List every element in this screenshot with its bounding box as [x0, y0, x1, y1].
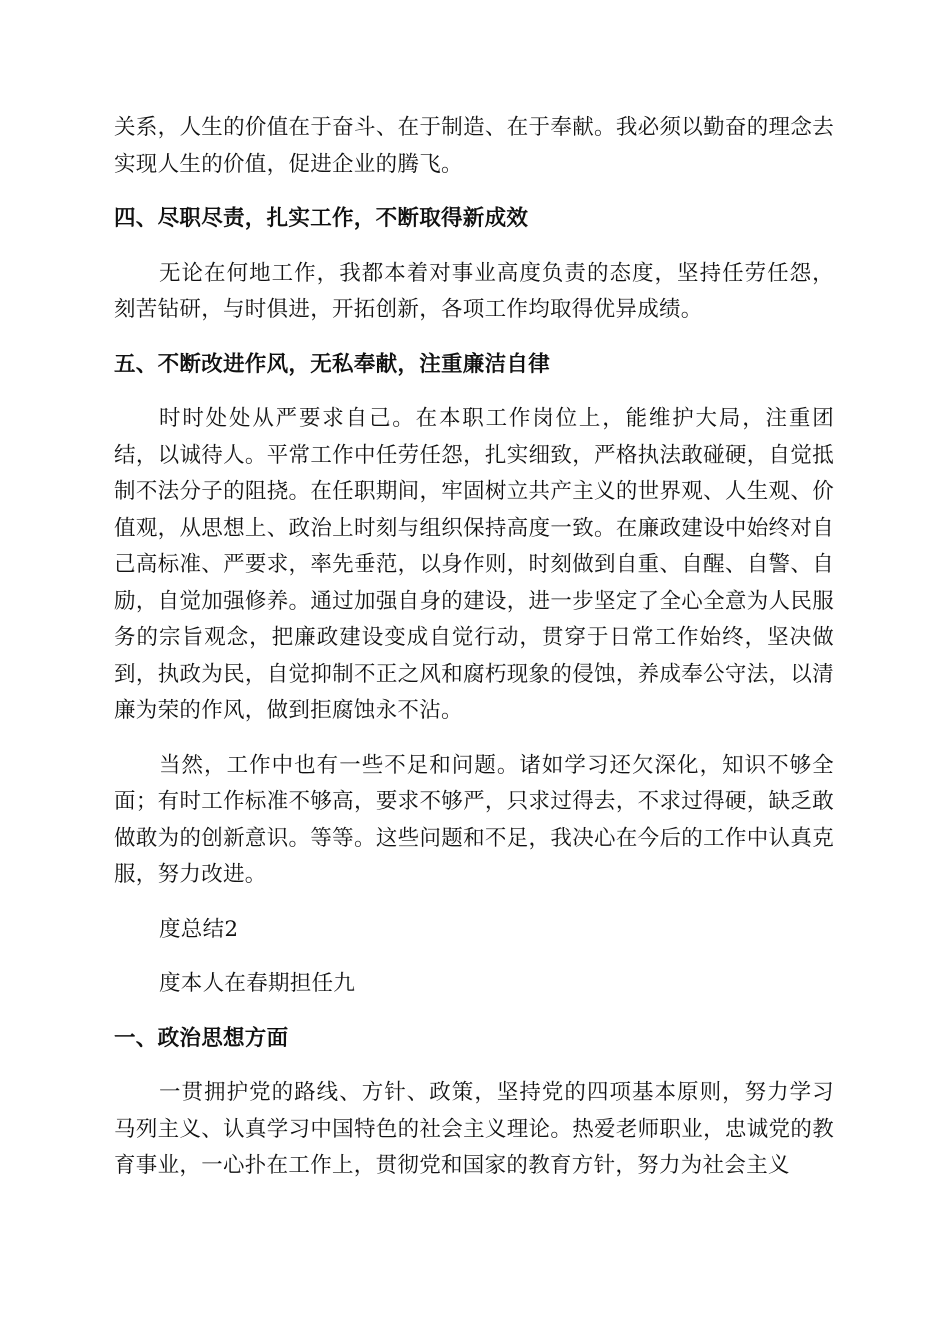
paragraph-summary-2-title: 度总结2	[159, 916, 239, 942]
paragraph-shortcomings: 当然，工作中也有一些不足和问题。诸如学习还欠深化，知识不够全面；有时工作标准不够高，要求不够严，只求过得去，不求过得硬，缺乏敢做敢为的创新意识。等等。这些问题和不足，我决心在今后的工作中认真克服，努力改进。	[114, 752, 834, 887]
paragraph-section-4: 无论在何地工作，我都本着对事业高度负责的态度，坚持任劳任怨，刻苦钻研，与时俱进，开拓创新，各项工作均取得优异成绩。	[114, 260, 834, 322]
document-page	[114, 110, 834, 1185]
section-heading-4: 四、尽职尽责，扎实工作，不断取得新成效	[114, 206, 529, 231]
paragraph-section-5: 时时处处从严要求自己。在本职工作岗位上，能维护大局，注重团结，以诚待人。平常工作中任劳任怨，扎实细致，严格执法敢碰硬，自觉抵制不法分子的阻挠。在任职期间，牢固树立共产主义的世界观、人生观、价值观，从思想上、政治上时刻与组织保持高度一致。在廉政建设中始终对自己高标准、严要求，率先垂范，以身作则，时刻做到自重、自醒、自警、自励，自觉加强修养。通过加强自身的建设，进一步坚定了全心全意为人民服务的宗旨观念，把廉政建设变成自觉行动，贯穿于日常工作始终，坚决做到，执政为民，自觉抑制不正之风和腐朽现象的侵蚀，养成奉公守法，以清廉为荣的作风，做到拒腐蚀永不沾。	[114, 406, 834, 723]
paragraph-spring-term: 度本人在春期担任九	[159, 971, 356, 996]
section-heading-1: 一、政治思想方面	[114, 1025, 289, 1051]
paragraph-intro-continuation: 关系，人生的价值在于奋斗、在于制造、在于奉献。我必须以勤奋的理念去实现人生的价值，促进企业的腾飞。	[114, 115, 834, 177]
paragraph-section-1: 一贯拥护党的路线、方针、政策，坚持党的四项基本原则，努力学习马列主义、认真学习中国特色的社会主义理论。热爱老师职业，忠诚党的教育事业，一心扑在工作上，贯彻党和国家的教育方针，努力为社会主义	[114, 1080, 834, 1178]
section-heading-5: 五、不断改进作风，无私奉献，注重廉洁自律	[114, 351, 551, 377]
